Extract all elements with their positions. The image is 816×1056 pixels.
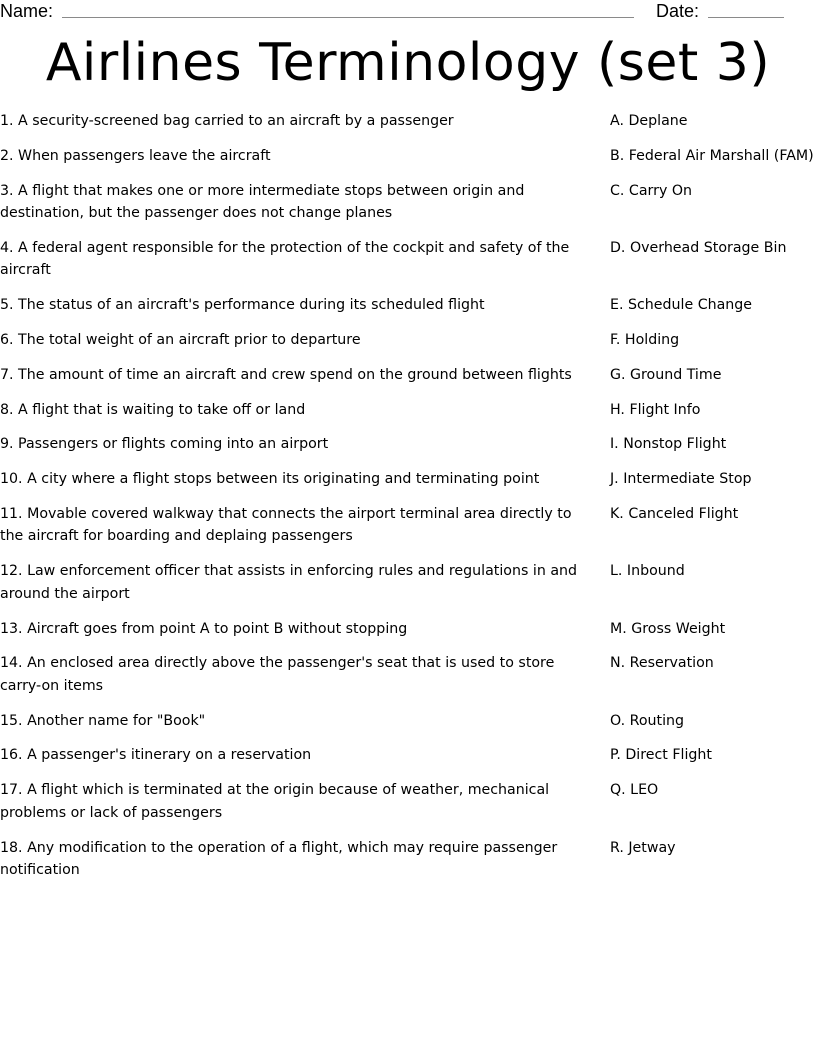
matching-row [0, 180, 816, 237]
answer-option: N. Reservation [610, 655, 714, 672]
answer-option: L. Inbound [610, 563, 685, 580]
clue-text: 17. A flight which is terminated at the origin because of weather, mechanical problems or lack of passengers [0, 782, 550, 821]
answer-option: Q. LEO [610, 782, 659, 799]
name-blank-line [62, 17, 634, 18]
matching-row [0, 560, 816, 617]
matching-row [0, 110, 816, 145]
matching-row [0, 145, 816, 180]
clue-text: 14. An enclosed area directly above the passenger's seat that is used to store carry-on items [0, 655, 555, 694]
answer-option: B. Federal Air Marshall (FAM) [610, 147, 814, 164]
clue-text: 6. The total weight of an aircraft prior to departure [0, 331, 361, 348]
answer-option: O. Routing [610, 712, 685, 729]
matching-row [0, 779, 816, 836]
clue-text: 8. A flight that is waiting to take off or land [0, 401, 306, 418]
answer-option: D. Overhead Storage Bin [610, 239, 787, 256]
matching-row [0, 710, 816, 745]
matching-row [0, 433, 816, 468]
clue-text: 12. Law enforcement officer that assists in enforcing rules and regulations in and around the airport [0, 563, 578, 602]
matching-row [0, 237, 816, 294]
answer-option: P. Direct Flight [610, 747, 712, 764]
matching-row [0, 329, 816, 364]
matching-row [0, 399, 816, 434]
matching-list [0, 110, 816, 894]
clue-text: 1. A security-screened bag carried to an aircraft by a passenger [0, 113, 454, 129]
clue-text: 15. Another name for "Book" [0, 712, 206, 729]
worksheet-header [0, 0, 816, 24]
clue-text: 7. The amount of time an aircraft and crew spend on the ground between flights [0, 366, 572, 383]
matching-row [0, 503, 816, 560]
clue-text: 16. A passenger's itinerary on a reservation [0, 747, 312, 764]
answer-option: A. Deplane [610, 113, 688, 129]
answer-option: G. Ground Time [610, 366, 722, 383]
matching-row [0, 744, 816, 779]
matching-row [0, 652, 816, 709]
answer-option: M. Gross Weight [610, 620, 726, 637]
clue-text: 4. A federal agent responsible for the protection of the cockpit and safety of the aircraft [0, 239, 570, 279]
name-label: Name: [0, 1, 54, 21]
clue-text: 18. Any modification to the operation of a flight, which may require passenger notification [0, 839, 558, 879]
matching-row [0, 837, 816, 894]
matching-row [0, 618, 816, 653]
page-title: Airlines Terminology (set 3) [45, 33, 771, 93]
answer-option: K. Canceled Flight [610, 505, 739, 522]
clue-text: 3. A flight that makes one or more intermediate stops between origin and destination, but the passenger does not change planes [0, 182, 525, 222]
matching-row [0, 364, 816, 399]
clue-text: 2. When passengers leave the aircraft [0, 147, 271, 164]
clue-text: 13. Aircraft goes from point A to point B without stopping [0, 620, 408, 637]
clue-text: 5. The status of an aircraft's performance during its scheduled flight [0, 297, 485, 314]
answer-option: R. Jetway [610, 839, 676, 856]
matching-row [0, 294, 816, 329]
matching-row [0, 468, 816, 503]
answer-option: J. Intermediate Stop [610, 471, 752, 488]
answer-option: H. Flight Info [610, 401, 701, 418]
answer-option: I. Nonstop Flight [610, 436, 727, 453]
answer-option: C. Carry On [610, 182, 693, 199]
answer-option: F. Holding [610, 331, 680, 348]
date-label: Date: [656, 1, 700, 21]
date-blank-line [708, 17, 784, 18]
clue-text: 10. A city where a flight stops between its originating and terminating point [0, 471, 540, 488]
answer-option: E. Schedule Change [610, 297, 753, 314]
clue-text: 11. Movable covered walkway that connects the airport terminal area directly to the aircraft for boarding and deplaing passengers [0, 505, 572, 545]
clue-text: 9. Passengers or flights coming into an airport [0, 436, 329, 453]
